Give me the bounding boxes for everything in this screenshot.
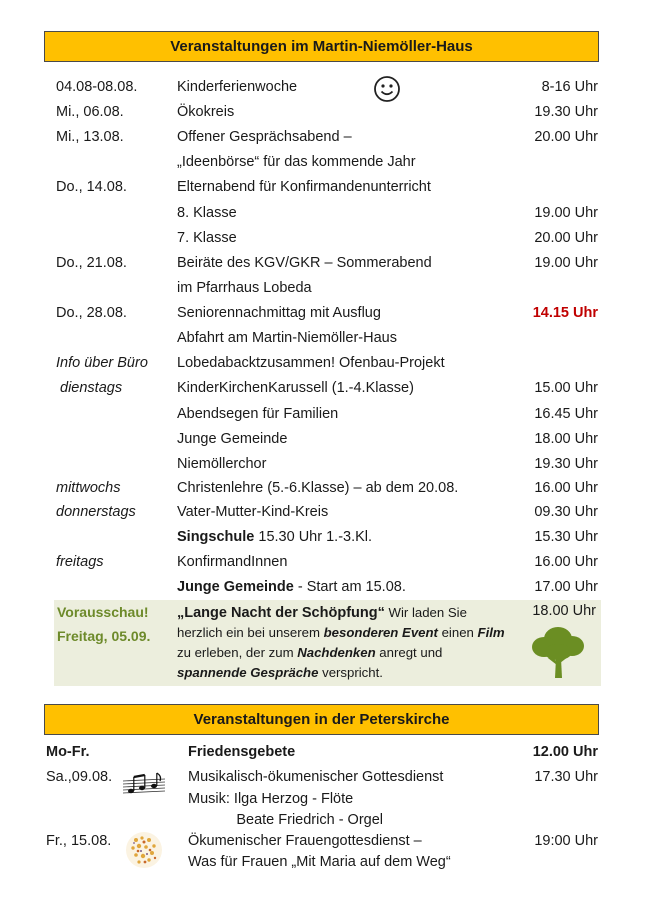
event-date: Info über Büro xyxy=(56,355,148,371)
event-row xyxy=(0,403,645,427)
event-date: Sa.,09.08. xyxy=(46,769,113,785)
event-title-bold: Junge Gemeinde xyxy=(177,579,294,595)
event-title: Musik: Ilga Herzog - Flöte xyxy=(188,791,354,807)
event-time: 16.00 Uhr xyxy=(534,480,598,496)
event-title xyxy=(177,579,406,595)
event-time: 09.30 Uhr xyxy=(534,504,598,520)
event-title: Christenlehre (5.-6.Klasse) – ab dem 20.08. xyxy=(177,480,459,496)
event-date: Do., 21.08. xyxy=(56,255,127,271)
event-row xyxy=(0,501,645,525)
event-row xyxy=(0,789,645,811)
event-row xyxy=(0,151,645,175)
preview-label: Vorausschau! xyxy=(57,604,149,620)
event-title: Offener Gesprächsabend – xyxy=(177,129,352,145)
event-row xyxy=(0,477,645,501)
tree-icon xyxy=(529,624,587,680)
event-date: freitags xyxy=(56,554,104,570)
event-title: Beiräte des KGV/GKR – Sommerabend xyxy=(177,255,432,271)
event-time-highlight: 14.15 Uhr xyxy=(532,305,598,321)
event-date: mittwochs xyxy=(56,480,121,496)
event-title: 7. Klasse xyxy=(177,230,237,246)
event-date: Mo-Fr. xyxy=(46,744,90,760)
event-title: KonfirmandInnen xyxy=(177,554,288,570)
event-time: 19.30 Uhr xyxy=(534,104,598,120)
event-row xyxy=(0,352,645,376)
event-row xyxy=(0,453,645,477)
event-title: Musikalisch-ökumenischer Gottesdienst xyxy=(188,769,444,785)
event-title: 8. Klasse xyxy=(177,205,237,221)
section-title-niemoeller xyxy=(44,31,599,62)
event-title: Abendsegen für Familien xyxy=(177,406,339,422)
event-time: 20.00 Uhr xyxy=(534,230,598,246)
event-time: 18.00 Uhr xyxy=(534,431,598,447)
event-row xyxy=(0,767,645,789)
event-title: Seniorennachmittag mit Ausflug xyxy=(177,305,381,321)
section-title-text: Veranstaltungen im Martin-Niemöller-Haus xyxy=(170,38,473,55)
event-time: 19.30 Uhr xyxy=(534,456,598,472)
event-title: Vater-Mutter-Kind-Kreis xyxy=(177,504,329,520)
event-row xyxy=(0,810,645,832)
event-row xyxy=(0,576,645,600)
section-title-peterskirche xyxy=(44,704,599,735)
event-title: Was für Frauen „Mit Maria auf dem Weg“ xyxy=(188,854,451,870)
event-time: 19.00 Uhr xyxy=(534,205,598,221)
event-time: 16.45 Uhr xyxy=(534,406,598,422)
event-row xyxy=(0,277,645,301)
event-row xyxy=(0,227,645,251)
event-title: Elternabend für Konfirmandenunterricht xyxy=(177,179,431,195)
event-row xyxy=(0,327,645,351)
event-time: 8-16 Uhr xyxy=(541,79,598,95)
event-row xyxy=(0,852,645,874)
event-title-rest: - Start am 15.08. xyxy=(293,579,406,595)
event-title: Beate Friedrich - Orgel xyxy=(188,812,384,828)
event-row xyxy=(0,551,645,575)
smiley-icon xyxy=(373,75,401,103)
event-title: Friedensgebete xyxy=(188,744,296,760)
event-row xyxy=(0,428,645,452)
event-date: 04.08-08.08. xyxy=(56,79,138,95)
event-date: Do., 14.08. xyxy=(56,179,127,195)
event-time: 17.30 Uhr xyxy=(534,769,598,785)
event-date: Do., 28.08. xyxy=(56,305,127,321)
event-time: 19.00 Uhr xyxy=(534,255,598,271)
event-time: 16.00 Uhr xyxy=(534,554,598,570)
event-row xyxy=(0,202,645,226)
event-row xyxy=(0,377,645,401)
event-title-rest: 15.30 Uhr 1.-3.Kl. xyxy=(254,529,373,545)
event-row xyxy=(0,101,645,125)
event-title: Niemöllerchor xyxy=(177,456,267,472)
event-row xyxy=(0,76,645,100)
preview-description: „Lange Nacht der Schöpfung“ Wir laden Sie herzlich ein bei unserem besonderen Event einen Film zu erleben, der zum Nachdenken anregt und spannende Gespräche verspricht. xyxy=(177,605,505,680)
event-title: Abfahrt am Martin-Niemöller-Haus xyxy=(177,330,397,346)
preview-time: 18.00 Uhr xyxy=(532,603,596,619)
event-row xyxy=(0,526,645,550)
preview-date: Freitag, 05.09. xyxy=(57,628,151,644)
event-date: Mi., 06.08. xyxy=(56,104,124,120)
event-row xyxy=(0,302,645,326)
event-date: dienstags xyxy=(60,380,123,396)
event-time: 15.30 Uhr xyxy=(534,529,598,545)
event-title xyxy=(177,529,372,545)
event-time: 20.00 Uhr xyxy=(534,129,598,145)
event-title: KinderKirchenKarussell (1.-4.Klasse) xyxy=(177,380,414,396)
event-title: Ökokreis xyxy=(177,104,235,120)
preview-box xyxy=(54,600,601,686)
event-title: „Ideenbörse“ für das kommende Jahr xyxy=(177,154,416,170)
event-row xyxy=(0,252,645,276)
event-time: 17.00 Uhr xyxy=(534,579,598,595)
event-title: Lobedabacktzusammen! Ofenbau-Projekt xyxy=(177,355,445,371)
event-date: Mi., 13.08. xyxy=(56,129,124,145)
preview-title: „Lange Nacht der Schöpfung“ xyxy=(177,605,385,621)
event-time: 19:00 Uhr xyxy=(534,833,598,849)
section-title-text: Veranstaltungen in der Peterskirche xyxy=(193,711,450,728)
event-time: 12.00 Uhr xyxy=(532,744,598,760)
event-title: im Pfarrhaus Lobeda xyxy=(177,280,312,296)
event-time: 15.00 Uhr xyxy=(534,380,598,396)
event-row xyxy=(0,831,645,853)
event-row xyxy=(0,742,645,764)
event-date: donnerstags xyxy=(56,504,136,520)
event-title-bold: Singschule xyxy=(177,529,255,545)
event-row xyxy=(0,126,645,150)
event-title: Junge Gemeinde xyxy=(177,431,288,447)
event-row xyxy=(0,176,645,200)
event-date: Fr., 15.08. xyxy=(46,833,112,849)
event-title: Ökumenischer Frauengottesdienst – xyxy=(188,833,422,849)
event-title: Kinderferienwoche xyxy=(177,79,298,95)
